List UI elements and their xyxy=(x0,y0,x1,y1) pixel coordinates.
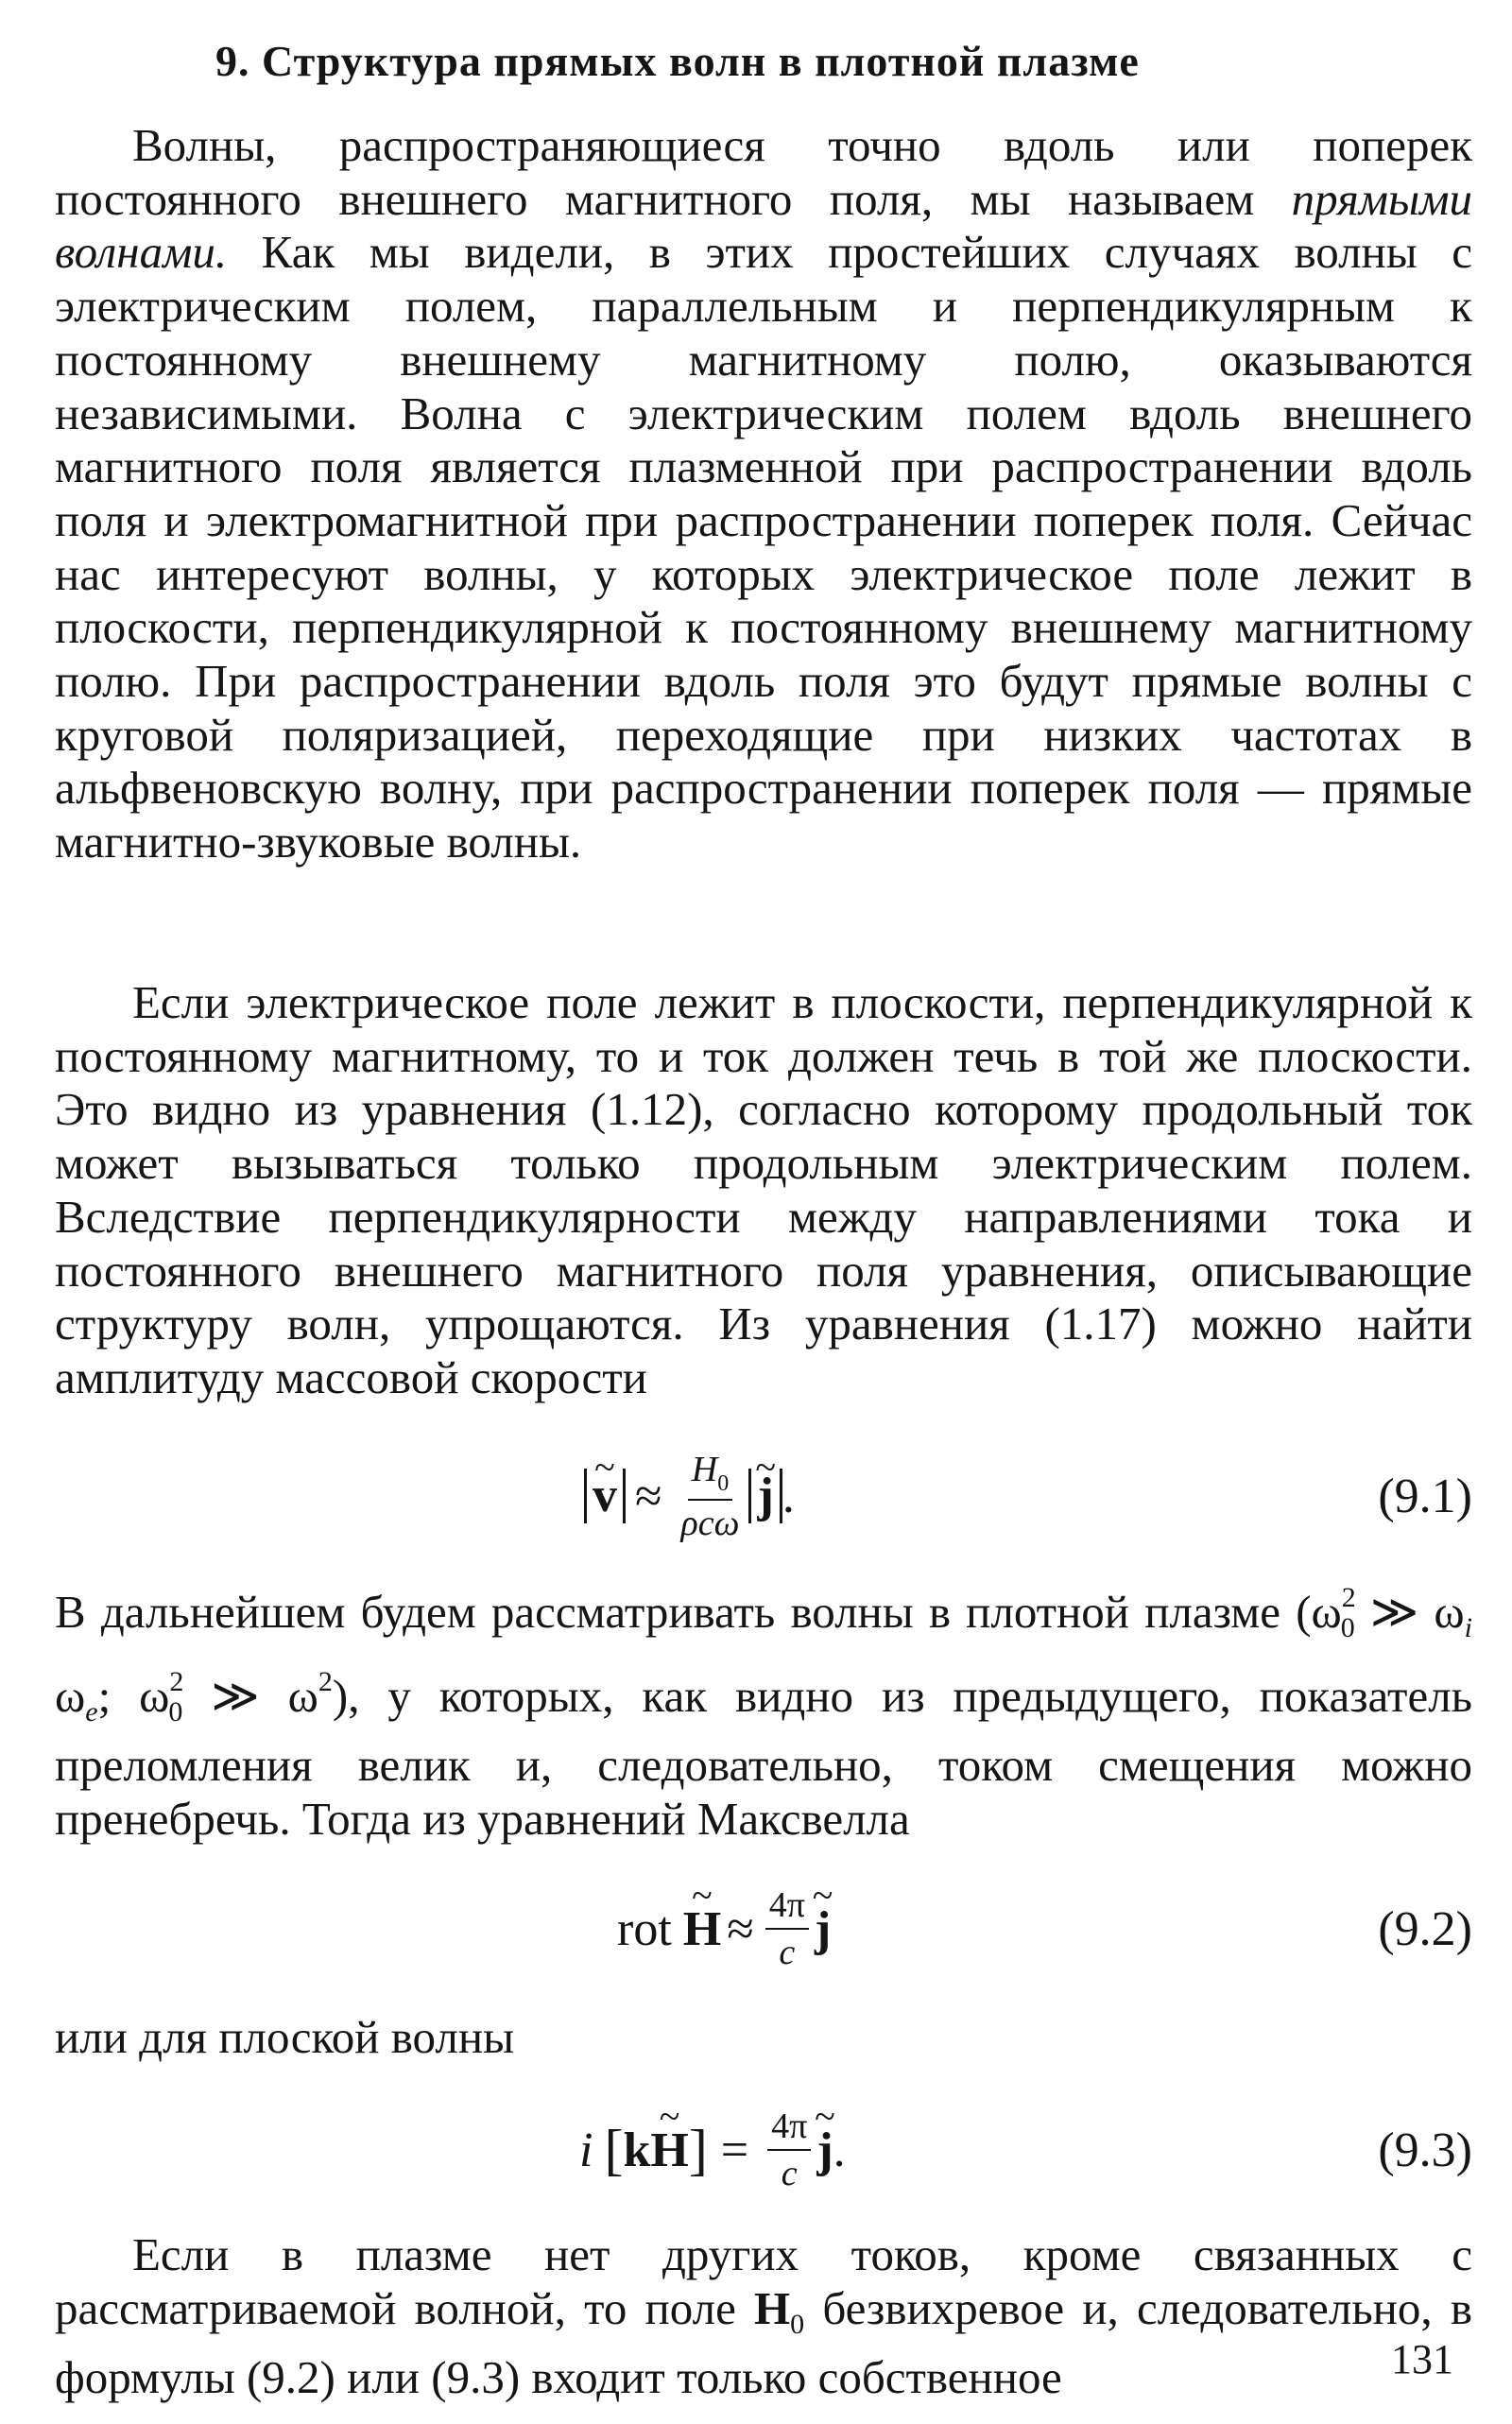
current-symbol: ~ j xyxy=(757,1469,773,1523)
equals-sign: = xyxy=(720,2123,749,2177)
paragraph-4-text-a: Если в плазме нет других токов, кроме связанных с рассматриваемой волной, то поле xyxy=(55,2228,1472,2334)
h-symbol: H xyxy=(691,1449,718,1489)
paragraph-4 xyxy=(55,2228,1472,2405)
subscript: 0 xyxy=(1340,1612,1355,1643)
equation-9-3 xyxy=(55,2098,1472,2202)
paragraph-3-text-b: ≫ ω xyxy=(1354,1586,1465,1638)
equation-number: (9.1) xyxy=(1378,1469,1472,1523)
paragraph-1 xyxy=(55,119,1472,869)
approx-sign: ≈ xyxy=(635,1469,662,1523)
current-symbol: ~ j xyxy=(815,1901,831,1957)
fraction-denominator: c xyxy=(781,2154,798,2193)
velocity-magnitude xyxy=(584,1469,626,1523)
current-symbol: ~ j xyxy=(816,2123,833,2178)
between-equations-text: или для плоской волны xyxy=(55,2011,515,2063)
paragraph-4-text-b: безвихревое и, следовательно, в формулы (9.2) или (9.3) входит только собственное xyxy=(55,2281,1472,2404)
fraction-4pi-over-c xyxy=(767,2106,811,2194)
paragraph-3-text-f: ), у которых, как видно из предыдущего, показатель преломления велик и, следовательно, током смещения можно пренебречь. Тогда из уравнений Максвелла xyxy=(55,1669,1472,1846)
subscript: 0 xyxy=(790,2308,805,2340)
h0-symbol: H xyxy=(754,2281,791,2334)
magnetic-field-symbol: ~ H xyxy=(683,1901,721,1957)
book-page xyxy=(55,36,1472,2404)
approx-sign: ≈ xyxy=(727,1901,754,1956)
equation-9-2 xyxy=(55,1877,1472,1981)
paragraph-3-text-d: ; ω xyxy=(97,1669,170,1722)
fraction-h0-over-rhocomega xyxy=(678,1449,744,1544)
subscript: e xyxy=(85,1695,98,1728)
rot-operator: rot xyxy=(617,1901,672,1956)
equation-period: . xyxy=(833,2123,846,2177)
equation-9-2-formula xyxy=(617,1877,831,1981)
equation-9-3-formula xyxy=(579,2098,846,2202)
equation-9-1 xyxy=(55,1444,1472,1548)
right-bracket: ] xyxy=(688,2118,708,2181)
paragraph-3-text-e: ≫ ω xyxy=(182,1669,318,1722)
section-title: 9. Структура прямых волн в плотной плазме xyxy=(215,37,1140,85)
paragraph-3-text-a: В дальнейшем будем рассматривать волны в плотной плазме (ω xyxy=(55,1586,1342,1638)
fraction-numerator: 4π xyxy=(767,2106,811,2151)
superscript: 2 xyxy=(169,1665,184,1697)
superscript: 2 xyxy=(1341,1582,1356,1613)
equation-number: (9.3) xyxy=(1378,2123,1472,2177)
velocity-symbol: ~ v xyxy=(593,1469,617,1523)
fraction-numerator xyxy=(688,1449,732,1501)
fraction-denominator: c xyxy=(779,1933,796,1972)
paragraph-1-emphasis: прямыми волнами. xyxy=(55,172,1472,279)
fraction-denominator: ρcω xyxy=(680,1503,740,1543)
paragraph-3 xyxy=(55,1572,1472,1847)
imaginary-unit: i xyxy=(579,2123,593,2177)
fraction-4pi-over-c xyxy=(765,1884,809,1973)
magnetic-field-symbol: ~ H xyxy=(650,2123,688,2178)
paragraph-2 xyxy=(55,976,1472,1405)
equation-9-1-formula xyxy=(584,1444,795,1548)
subscript: 0 xyxy=(168,1695,183,1728)
h-subscript: 0 xyxy=(717,1470,730,1496)
equation-period: . xyxy=(782,1469,795,1523)
page-number: 131 xyxy=(1391,2336,1453,2382)
current-magnitude xyxy=(748,1469,782,1523)
equation-number: (9.2) xyxy=(1378,1901,1472,1956)
paragraph-2-text: Если электрическое поле лежит в плоскости, перпендикулярной к постоянному магнитному, то и ток должен течь в той же плоскости. Это видно из уравнения (1.12), согласно которому продольный ток может вызываться только продольным электрическим полем. Вследствие перпендикулярности между направлениями тока и постоянного внешнего магнитного поля уравнения, описывающие структуру волн, упрощаются. Из уравнения (1.17) можно найти амплитуду массовой скорости xyxy=(55,976,1472,1403)
paragraph-3-text-c: ω xyxy=(55,1669,86,1722)
wave-vector-symbol: k xyxy=(623,2123,651,2177)
paragraph-1-rest: Как мы видели, в этих простейших случаях волны с электрическим полем, параллельным и перпендикулярным к постоянному внешнему магнитному полю, оказываются независимыми. Волна с электрическим полем вдоль внешнего магнитного поля является плазменной при распространении вдоль поля и электромагнитной при распространении поперек поля. Сейчас нас интересуют волны, у которых электрическое поле лежит в плоскости, перпендикулярной к постоянному внешнему магнитному полю. При распространении вдоль поля это будут прямые волны с круговой поляризацией, переходящие при низких частотах в альфвеновскую волну, при распространении поперек поля — прямые магнитно-звуковые волны. xyxy=(55,226,1472,868)
subscript: i xyxy=(1464,1612,1472,1643)
fraction-numerator: 4π xyxy=(765,1884,809,1930)
paragraph-1-lead: Волны, распространяющиеся точно вдоль или поперек постоянного внешнего магнитного поля, мы называем xyxy=(55,119,1472,225)
superscript: 2 xyxy=(318,1665,333,1697)
left-bracket: [ xyxy=(604,2118,624,2181)
